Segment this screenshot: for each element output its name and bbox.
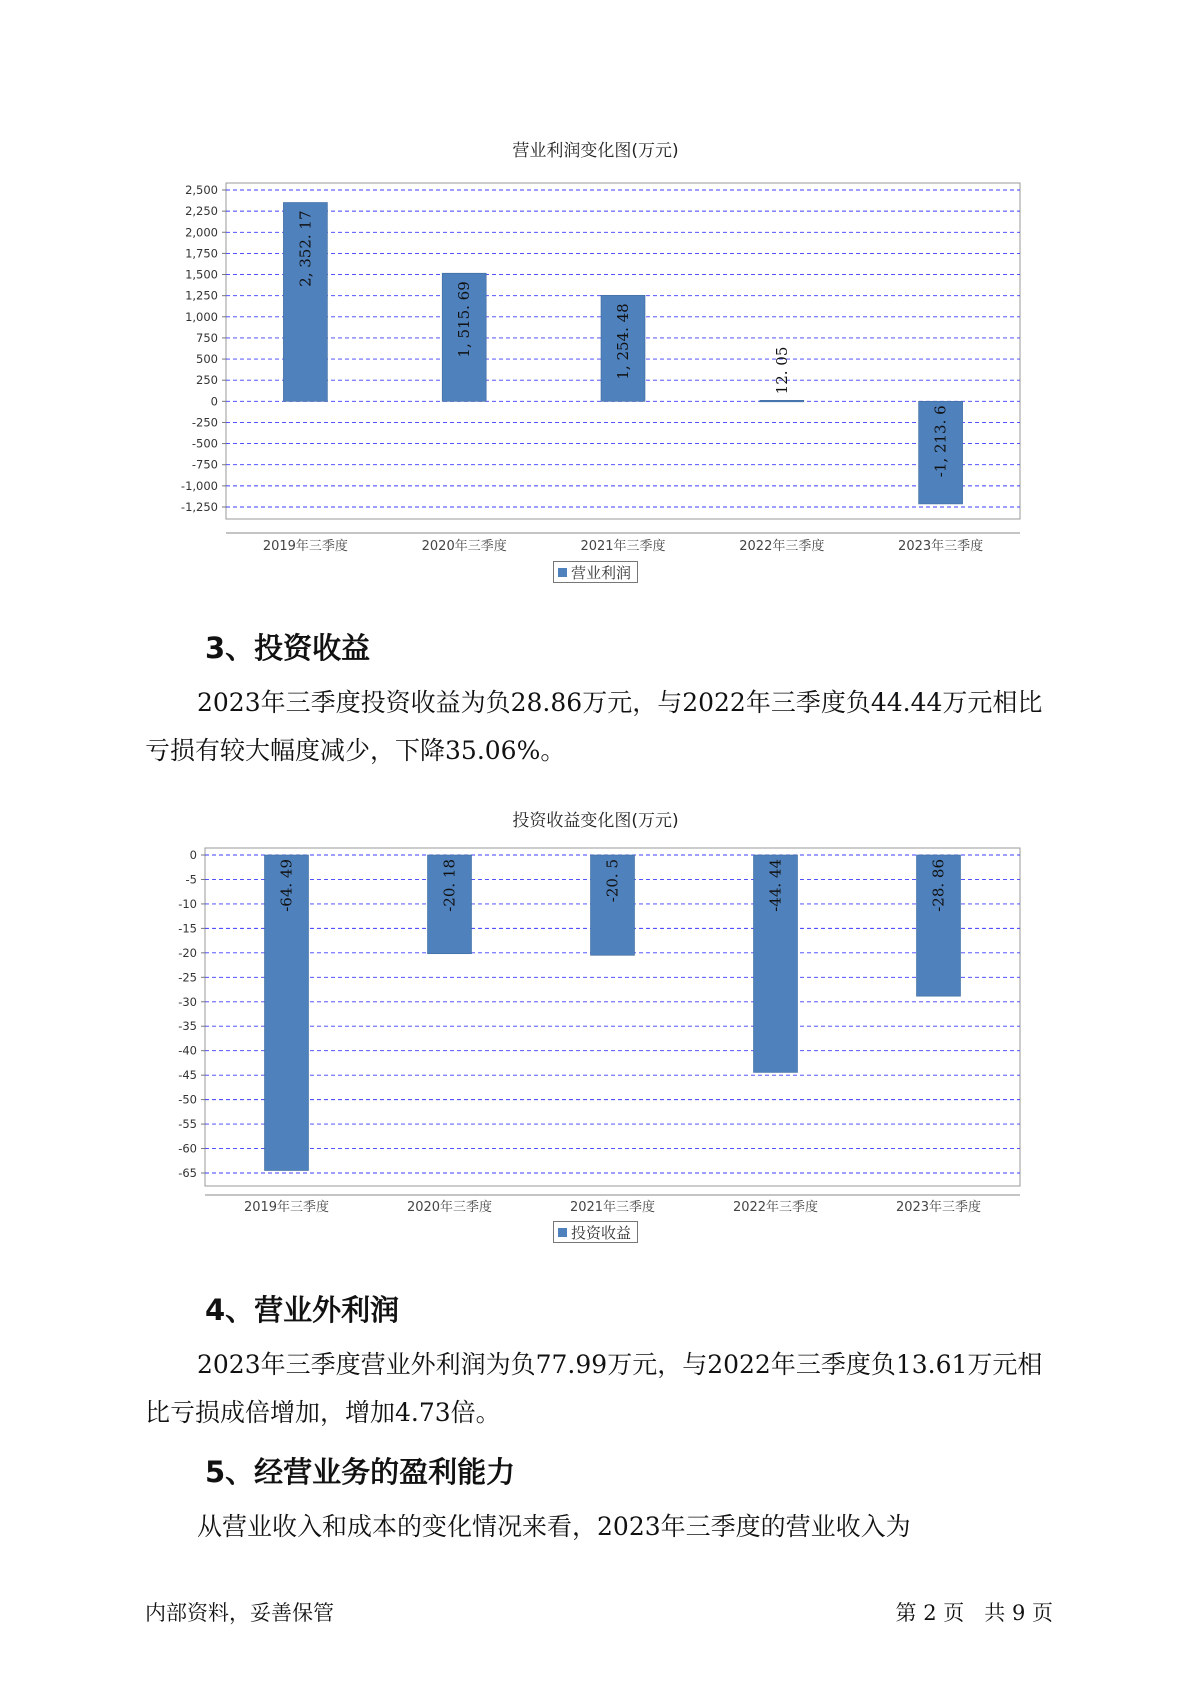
y-tick-label: -40 [178, 1043, 197, 1058]
y-tick-label: -1,000 [180, 478, 218, 493]
y-tick-label: -5 [185, 872, 197, 887]
chart2-legend [553, 1221, 638, 1243]
non-operating-paragraph: 2023年三季度营业外利润为负77.99万元，与2022年三季度负13.61万元相比亏损成倍增加，增加4.73倍。 [145, 1350, 1043, 1427]
x-tick-label: 2021年三季度 [569, 1200, 656, 1215]
bar-value-label: -28. 86 [929, 859, 948, 912]
chart1-legend-label: 营业利润 [571, 563, 632, 582]
chart1-title: 营业利润变化图(万元) [512, 141, 679, 161]
bar-value-label: 1, 515. 69 [455, 281, 474, 358]
y-tick-label: -250 [191, 415, 218, 430]
investment-paragraph: 2023年三季度投资收益为负28.86万元，与2022年三季度负44.44万元相比亏损有较大幅度减少，下降35.06%。 [145, 688, 1043, 765]
y-tick-label: -50 [178, 1092, 197, 1107]
x-tick-label: 2023年三季度 [898, 539, 984, 554]
bar-value-label: -1, 213. 6 [931, 405, 950, 478]
x-tick-label: 2020年三季度 [421, 539, 507, 554]
bar-value-label: 2, 352. 17 [296, 210, 315, 287]
bar-value-label: -44. 44 [766, 859, 785, 912]
y-tick-label: 2,250 [185, 204, 218, 219]
footer-left: 内部资料，妥善保管 [145, 1601, 334, 1625]
y-tick-label: 2,500 [185, 183, 218, 197]
y-tick-label: -65 [178, 1166, 197, 1180]
y-tick-label: -10 [178, 896, 197, 911]
y-tick-label: -45 [178, 1068, 197, 1083]
y-tick-label: 2,000 [185, 225, 218, 240]
footer-page-number: 第 2 页 共 9 页 [895, 1601, 1053, 1625]
y-tick-label: 1,500 [185, 267, 218, 282]
bar-value-label: -20. 5 [603, 859, 622, 903]
x-tick-label: 2020年三季度 [406, 1200, 493, 1215]
y-tick-label: 1,000 [185, 309, 218, 324]
chart2-title: 投资收益变化图(万元) [512, 811, 679, 831]
y-tick-label: -20 [178, 945, 197, 960]
y-tick-label: -55 [178, 1117, 197, 1132]
y-tick-label: 250 [196, 373, 218, 388]
chart2-legend-label: 投资收益 [571, 1223, 632, 1242]
section-heading-profitability: 5、经营业务的盈利能力 [205, 1455, 516, 1489]
x-tick-label: 2019年三季度 [243, 1200, 330, 1215]
bar-value-label: 1, 254. 48 [614, 303, 632, 380]
y-tick-label: -30 [178, 994, 197, 1009]
y-tick-label: 1,750 [185, 246, 218, 261]
bar-value-label: 12. 05 [772, 346, 791, 395]
y-tick-label: 500 [196, 352, 218, 367]
bar-value-label: -64. 49 [277, 859, 296, 912]
y-tick-label: 1,250 [185, 288, 218, 303]
section-heading-non-operating: 4、营业外利润 [205, 1293, 400, 1327]
y-tick-label: 0 [189, 848, 197, 862]
y-tick-label: -500 [191, 436, 218, 451]
y-tick-label: -35 [178, 1019, 197, 1034]
y-tick-label: -1,250 [180, 500, 218, 514]
profitability-paragraph: 从营业收入和成本的变化情况来看，2023年三季度的营业收入为 [197, 1512, 911, 1541]
y-tick-label: 750 [196, 330, 218, 345]
section-heading-investment: 3、投资收益 [205, 631, 371, 665]
x-tick-label: 2021年三季度 [580, 539, 666, 554]
x-tick-label: 2019年三季度 [262, 539, 348, 554]
y-tick-label: -15 [178, 921, 197, 936]
y-tick-label: -25 [178, 970, 197, 985]
y-tick-label: -60 [178, 1141, 197, 1156]
x-tick-label: 2022年三季度 [732, 1200, 819, 1215]
x-tick-label: 2022年三季度 [739, 539, 825, 554]
y-tick-label: 0 [210, 394, 218, 409]
x-tick-label: 2023年三季度 [895, 1200, 982, 1215]
y-tick-label: -750 [191, 457, 218, 472]
legend-swatch [558, 1228, 567, 1237]
bar-value-label: -20. 18 [440, 859, 459, 912]
